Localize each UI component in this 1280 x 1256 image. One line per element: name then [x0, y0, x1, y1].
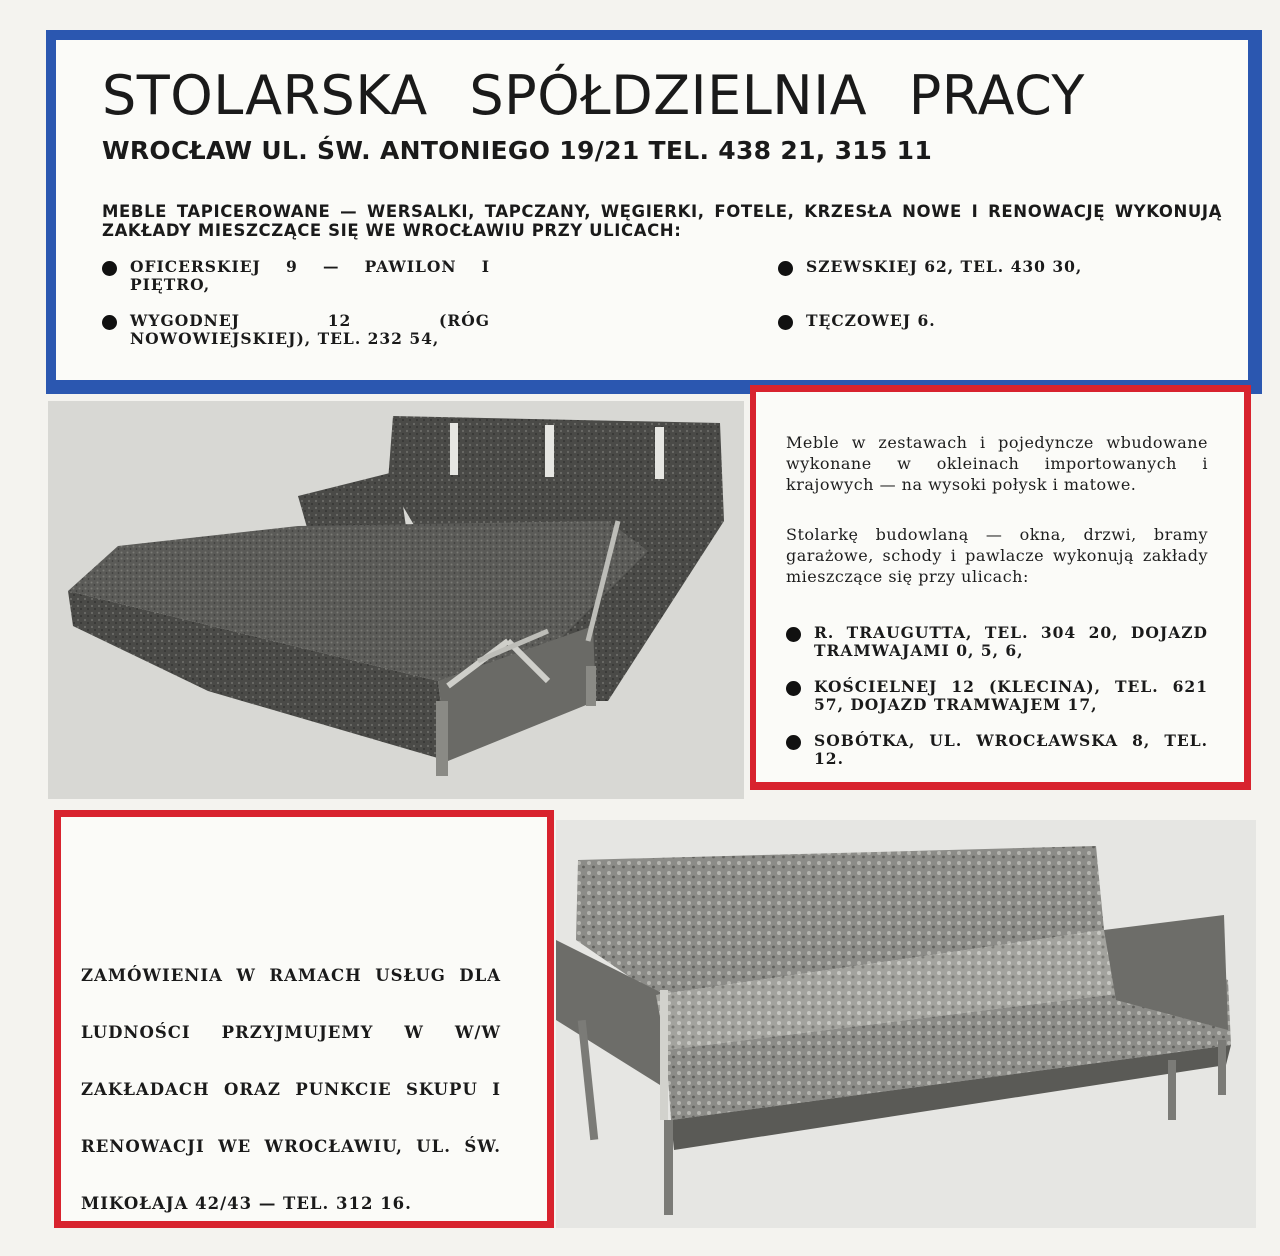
- company-title: STOLARSKA SPÓŁDZIELNIA PRACY: [102, 64, 1085, 127]
- sofa-photo: [556, 820, 1256, 1228]
- workshop-item: SOBÓTKA, UL. WROCŁAWSKA 8, TEL. 12.: [786, 732, 1208, 768]
- furniture-paragraph: Meble w zestawach i pojedyncze wbudowane wykonane w okleinach importowanych i krajowych — na wysoki połysk i matowe.: [786, 433, 1208, 494]
- bullet-icon: [102, 261, 117, 276]
- workshop-item: KOŚCIELNEJ 12 (KLECINA), TEL. 621 57, DOJAZD TRAMWAJEM 17,: [786, 678, 1208, 714]
- bullet-icon: [778, 261, 793, 276]
- orders-box: [54, 810, 554, 1228]
- company-address: WROCŁAW UL. ŚW. ANTONIEGO 19/21 TEL. 438 21, 315 11: [102, 136, 933, 165]
- sofa-bed-illustration: [48, 401, 744, 799]
- bullet-icon: [102, 315, 117, 330]
- location-item: SZEWSKIEJ 62, TEL. 430 30,: [778, 258, 1226, 276]
- bullet-icon: [786, 735, 801, 750]
- sofa-bed-photo: [48, 401, 744, 799]
- bullet-icon: [786, 627, 801, 642]
- location-item: WYGODNEJ 12 (RÓG NOWOWIEJSKIEJ), TEL. 232 54,: [102, 312, 490, 348]
- workshop-item: R. TRAUGUTTA, TEL. 304 20, DOJAZD TRAMWAJAMI 0, 5, 6,: [786, 624, 1208, 660]
- location-item: OFICERSKIEJ 9 — PAWILON I PIĘTRO,: [102, 258, 490, 294]
- top-advert-box: [46, 30, 1262, 394]
- bullet-icon: [778, 315, 793, 330]
- upholstery-intro: MEBLE TAPICEROWANE — WERSALKI, TAPCZANY, WĘGIERKI, FOTELE, KRZESŁA NOWE I RENOWACJĘ WYKONUJĄ ZAKŁADY MIESZCZĄCE SIĘ WE WROCŁAWIU PRZY ULICACH:: [102, 202, 1222, 240]
- furniture-info-box: [750, 385, 1251, 790]
- joinery-paragraph: Stolarkę budowlaną — okna, drzwi, bramy garażowe, schody i pawlacze wykonują zakłady mieszczące się przy ulicach:: [786, 525, 1208, 586]
- orders-text: ZAMÓWIENIA W RAMACH USŁUG DLA LUDNOŚCI PRZYJMUJEMY W W/W ZAKŁADACH ORAZ PUNKCIE SKUPU I RENOWACJI WE WROCŁAWIU, UL. ŚW. MIKOŁAJA 42/43 — TEL. 312 16.: [81, 966, 501, 1213]
- bullet-icon: [786, 681, 801, 696]
- location-item: TĘCZOWEJ 6.: [778, 312, 1226, 330]
- sofa-illustration: [556, 820, 1256, 1228]
